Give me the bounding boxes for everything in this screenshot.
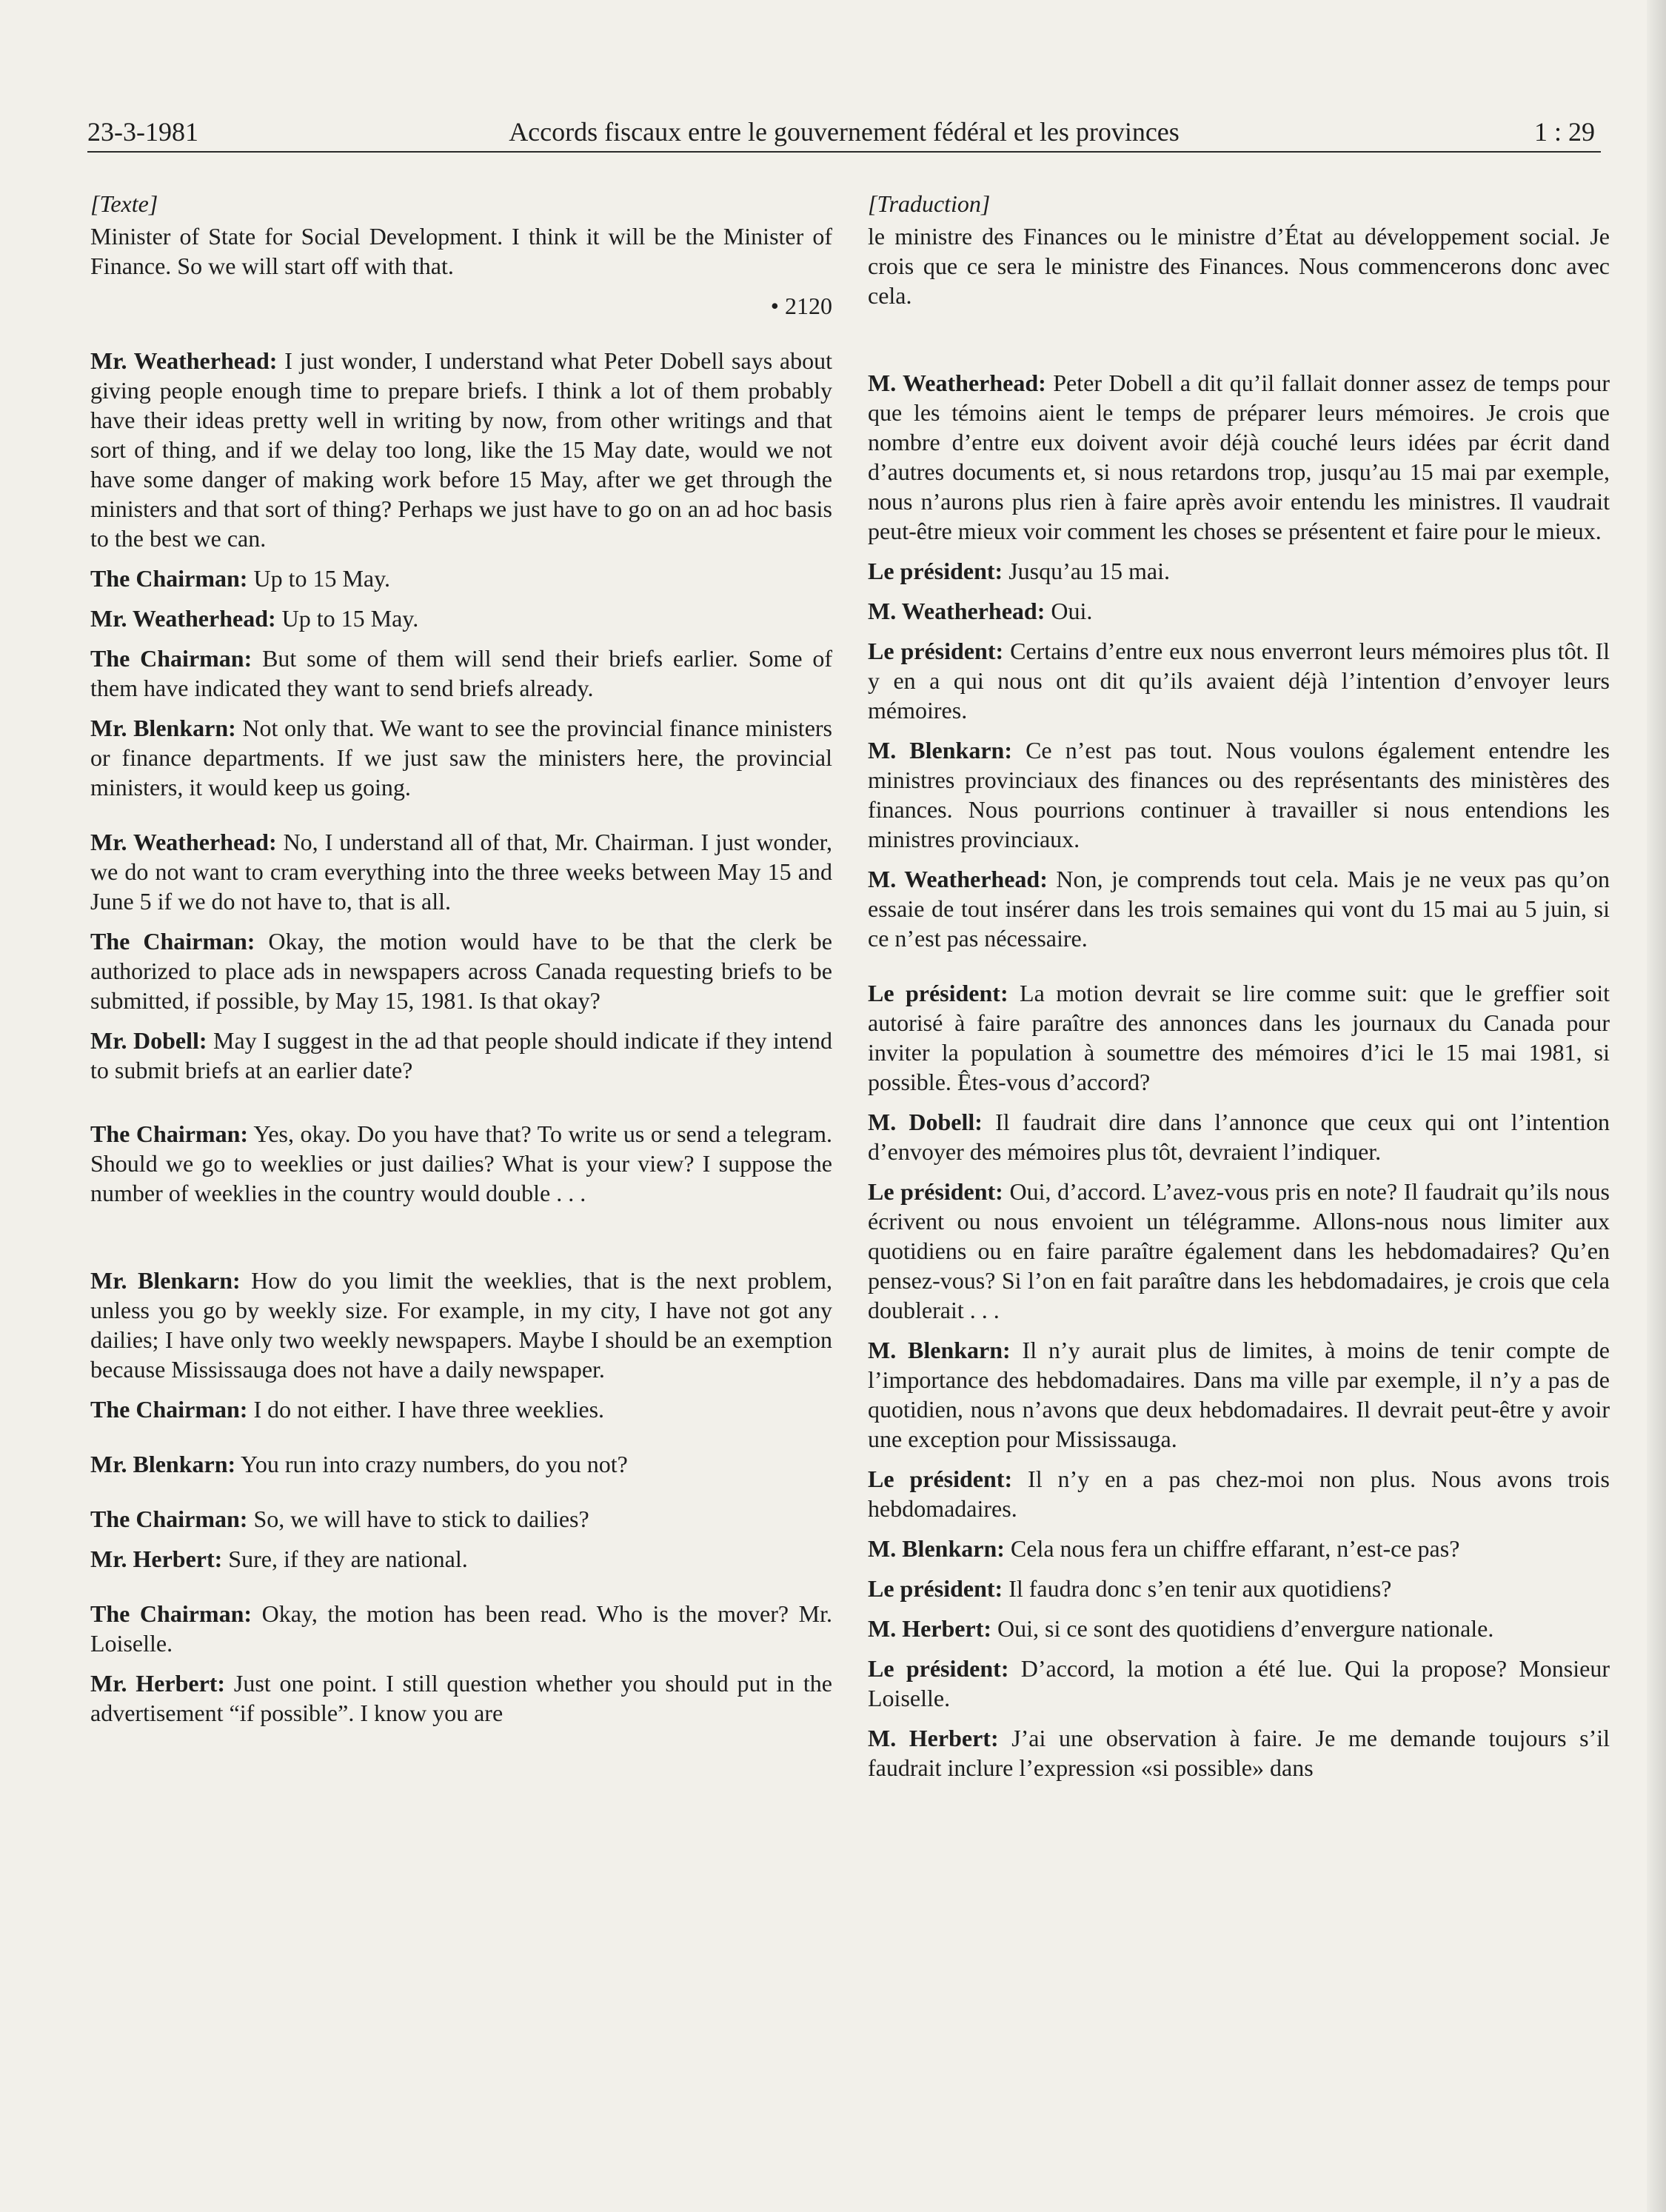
section-label-texte: [Texte] <box>90 190 158 217</box>
speaker-name: M. Blenkarn: <box>868 1535 1005 1562</box>
speaker-name: The Chairman: <box>90 1120 249 1147</box>
speech-text: Just one point. I still question whether you should put in the advertisement “if possible”. I know you are <box>90 1670 833 1726</box>
speaker-name: Le président: <box>868 1575 1003 1602</box>
transcript-paragraph <box>90 1599 832 1658</box>
speaker-name: M. Herbert: <box>868 1725 999 1751</box>
speaker-name: Mr. Weatherhead: <box>90 829 277 855</box>
transcript-paragraph <box>90 346 832 553</box>
transcript-paragraph <box>90 1266 832 1384</box>
speech-text: Il n’y aurait plus de limites, à moins de tenir compte de l’importance des hebdomadaires. Dans ma ville par exemple, il n’y a pas de quotidien, nous n’avons que deux hebdomadaires. Il devrait peut-être y avoir une exception pour Mississauga. <box>868 1337 1610 1452</box>
transcript-paragraph <box>868 636 1610 725</box>
header-page-number: 1 : 29 <box>1533 117 1595 147</box>
speech-text: Okay, the motion has been read. Who is the mover? Mr. Loiselle. <box>90 1600 833 1657</box>
transcript-paragraph <box>90 1668 832 1728</box>
speaker-name: Le président: <box>868 1178 1003 1205</box>
opening-paragraph: le ministre des Finances ou le ministre d’État au développement social. Je crois que ce sera le ministre des Finances. Nous commencerons donc avec cela. <box>868 223 1610 309</box>
speech-text: Oui. <box>1045 598 1093 624</box>
speaker-name: Mr. Blenkarn: <box>90 1451 236 1477</box>
transcript-paragraph <box>868 735 1610 854</box>
time-marker: • 2120 <box>770 293 832 319</box>
spacer <box>868 321 1610 344</box>
spacer <box>90 1095 832 1119</box>
speaker-name: The Chairman: <box>90 645 252 672</box>
transcript-paragraph <box>868 1107 1610 1166</box>
speaker-name: The Chairman: <box>90 565 248 592</box>
transcript-paragraph <box>868 864 1610 953</box>
speaker-name: Le président: <box>868 1655 1009 1682</box>
speech-text: How do you limit the weeklies, that is the next problem, unless you go by weekly size. For example, in my city, I have not got any dailies; I have only two weekly newspapers. Maybe I should be an exemption because Mississauga does not have a daily newspaper. <box>90 1267 833 1383</box>
speech-text: I just wonder, I understand what Peter Dobell says about giving people enough time to prepare briefs. I think a lot of them probably have their ideas pretty well in writing by now, from other writings and that sort of thing, and if we delay too long, like the 15 May date, would we not have some danger of making work before 15 May, after we get through the ministers and that sort of thing? Perhaps we just have to go on an ad hoc basis to the best we can. <box>90 347 833 552</box>
speech-text: J’ai une observation à faire. Je me demande toujours s’il faudrait inclure l’expression «si possible» dans <box>868 1725 1610 1781</box>
speaker-name: Mr. Blenkarn: <box>90 1267 241 1294</box>
transcript-paragraph <box>868 368 1610 546</box>
transcript-paragraph <box>868 1464 1610 1523</box>
transcript-paragraph <box>868 556 1610 586</box>
speaker-name: Le président: <box>868 980 1008 1006</box>
speech-text: Il faudra donc s’en tenir aux quotidiens? <box>1003 1575 1392 1602</box>
transcript-paragraph <box>868 1177 1610 1325</box>
speech-text: You run into crazy numbers, do you not? <box>235 1451 628 1477</box>
speech-text: Ce n’est pas tout. Nous voulons également entendre les ministres provinciaux des finances ou des représentants des ministères des finances. Nous pourrions continuer à travailler si nous entendions les ministres provinciaux. <box>868 737 1610 852</box>
speaker-name: Mr. Herbert: <box>90 1546 223 1572</box>
transcript-paragraph <box>868 1534 1610 1563</box>
speaker-name: M. Weatherhead: <box>868 866 1048 892</box>
speech-text: Certains d’entre eux nous enverront leurs mémoires plus tôt. Il y en a qui nous ont dit qu’ils avaient déjà l’intention d’envoyer leurs mémoires. <box>868 638 1610 724</box>
spacer <box>90 1584 832 1599</box>
speaker-name: Mr. Weatherhead: <box>90 347 278 374</box>
transcript-paragraph <box>90 1394 832 1424</box>
transcript-paragraph <box>868 1614 1610 1643</box>
speech-text: Sure, if they are national. <box>222 1546 468 1572</box>
transcript-paragraph <box>90 1449 832 1479</box>
speech-text: Oui, d’accord. L’avez-vous pris en note? Il faudrait qu’ils nous écrivent ou nous envoient un télégramme. Allons-nous nous limiter aux quotidiens ou en faire paraître également dans les hebdomadaires? Qu’en pensez-vous? Si l’on en fait paraître dans les hebdomadaires, je crois que cela doublerait . . . <box>868 1178 1610 1323</box>
speech-text: Jusqu’au 15 mai. <box>1003 558 1170 584</box>
speech-text: Yes, okay. Do you have that? To write us or send a telegram. Should we go to weeklies or just dailies? What is your view? I suppose the number of weeklies in the country would double . . . <box>90 1120 833 1206</box>
speech-text: But some of them will send their briefs earlier. Some of them have indicated they want to send briefs already. <box>90 645 833 701</box>
speech-text: Peter Dobell a dit qu’il fallait donner assez de temps pour que les témoins aient le temps de préparer leurs mémoires. Je crois que nombre d’entre eux doivent avoir déjà couché leurs idées par écrit dand d’autres documents et, si nous retardons trop, jusqu’au 15 mai par exemple, nous n’aurons plus rien à faire après avoir entendu les ministres. Il vaudrait peut-être mieux voir comment les choses se présentent et faire pour le mieux. <box>868 370 1610 544</box>
speaker-name: M. Weatherhead: <box>868 598 1046 624</box>
speech-text: La motion devrait se lire comme suit: que le greffier soit autorisé à faire paraître des annonces dans les journaux du Canada pour inviter la population à soumettre des mémoires d’ici le 15 mai 1981, si possible. Êtes-vous d’accord? <box>868 980 1610 1095</box>
header-date: 23-3-1981 <box>87 117 198 147</box>
header-title: Accords fiscaux entre le gouvernement fédéral et les provinces <box>509 117 1180 147</box>
speech-text: Non, je comprends tout cela. Mais je ne veux pas qu’on essaie de tout insérer dans les trois semaines qui vont du 15 mai au 5 juin, si ce n’est pas nécessaire. <box>868 866 1610 952</box>
transcript-paragraph <box>868 1335 1610 1454</box>
transcript-paragraph <box>90 713 832 802</box>
speaker-name: Le président: <box>868 1466 1013 1492</box>
speaker-name: M. Herbert: <box>868 1615 992 1642</box>
speech-text: Cela nous fera un chiffre effarant, n’est-ce pas? <box>1004 1535 1460 1562</box>
speech-text: Not only that. We want to see the provincial finance ministers or finance departments. If we just saw the ministers here, the provincial ministers, it would keep us going. <box>90 715 833 801</box>
speech-text: Up to 15 May. <box>247 565 391 592</box>
page-edge-shadow <box>1647 0 1666 2212</box>
speech-text: Oui, si ce sont des quotidiens d’envergure nationale. <box>991 1615 1494 1642</box>
spacer <box>90 1242 832 1266</box>
spacer <box>90 1434 832 1449</box>
speech-text: So, we will have to stick to dailies? <box>247 1506 589 1532</box>
transcript-paragraph <box>868 978 1610 1097</box>
speech-text: May I suggest in the ad that people should indicate if they intend to submit briefs at an earlier date? <box>90 1027 833 1083</box>
speaker-name: Mr. Blenkarn: <box>90 715 236 741</box>
transcript-paragraph <box>90 1544 832 1574</box>
spacer <box>868 963 1610 978</box>
transcript-paragraph <box>90 604 832 633</box>
speech-text: Il n’y en a pas chez-moi non plus. Nous avons trois hebdomadaires. <box>868 1466 1610 1522</box>
transcript-paragraph <box>868 1654 1610 1713</box>
spacer <box>90 1218 832 1242</box>
speaker-name: The Chairman: <box>90 1506 248 1532</box>
spacer <box>90 812 832 827</box>
speech-text: No, I understand all of that, Mr. Chairman. I just wonder, we do not want to cram everything into the three weeks between May 15 and June 5 if we do not have to, that is all. <box>90 829 833 915</box>
speech-text: D’accord, la motion a été lue. Qui la propose? Monsieur Loiselle. <box>868 1655 1610 1711</box>
speaker-name: The Chairman: <box>90 1600 252 1627</box>
spacer <box>90 1489 832 1504</box>
opening-paragraph: Minister of State for Social Development. I think it will be the Minister of Finance. So we will start off with that. <box>90 223 832 279</box>
transcript-paragraph <box>90 644 832 703</box>
speaker-name: M. Blenkarn: <box>868 737 1012 763</box>
transcript-paragraph <box>90 564 832 593</box>
speaker-name: M. Dobell: <box>868 1109 983 1135</box>
speech-text: I do not either. I have three weeklies. <box>247 1396 605 1423</box>
speaker-name: Mr. Herbert: <box>90 1670 226 1697</box>
transcript-paragraph <box>90 827 832 916</box>
speaker-name: Mr. Weatherhead: <box>90 605 276 632</box>
section-label-traduction: [Traduction] <box>868 190 991 217</box>
spacer <box>868 344 1610 368</box>
speaker-name: Le président: <box>868 638 1004 664</box>
french-column <box>868 189 1610 1793</box>
transcript-paragraph <box>868 1723 1610 1782</box>
speaker-name: The Chairman: <box>90 1396 248 1423</box>
page-header <box>87 113 1601 153</box>
speaker-name: Le président: <box>868 558 1003 584</box>
transcript-paragraph <box>90 1504 832 1534</box>
speaker-name: The Chairman: <box>90 928 255 955</box>
speech-text: Up to 15 May. <box>275 605 419 632</box>
speaker-name: M. Blenkarn: <box>868 1337 1011 1363</box>
transcript-paragraph <box>868 1574 1610 1603</box>
speaker-name: Mr. Dobell: <box>90 1027 207 1054</box>
speech-text: Il faudrait dire dans l’annonce que ceux qui ont l’intention d’envoyer des mémoires plus tôt, devraient l’indiquer. <box>868 1109 1610 1165</box>
transcript-paragraph <box>90 926 832 1015</box>
transcript-paragraph <box>868 596 1610 626</box>
speaker-name: M. Weatherhead: <box>868 370 1046 396</box>
english-column <box>90 189 832 1738</box>
speech-text: Okay, the motion would have to be that the clerk be authorized to place ads in newspapers across Canada requesting briefs to be submitted, if possible, by May 15, 1981. Is that okay? <box>90 928 832 1014</box>
transcript-paragraph <box>90 1026 832 1085</box>
transcript-paragraph <box>90 1119 832 1208</box>
